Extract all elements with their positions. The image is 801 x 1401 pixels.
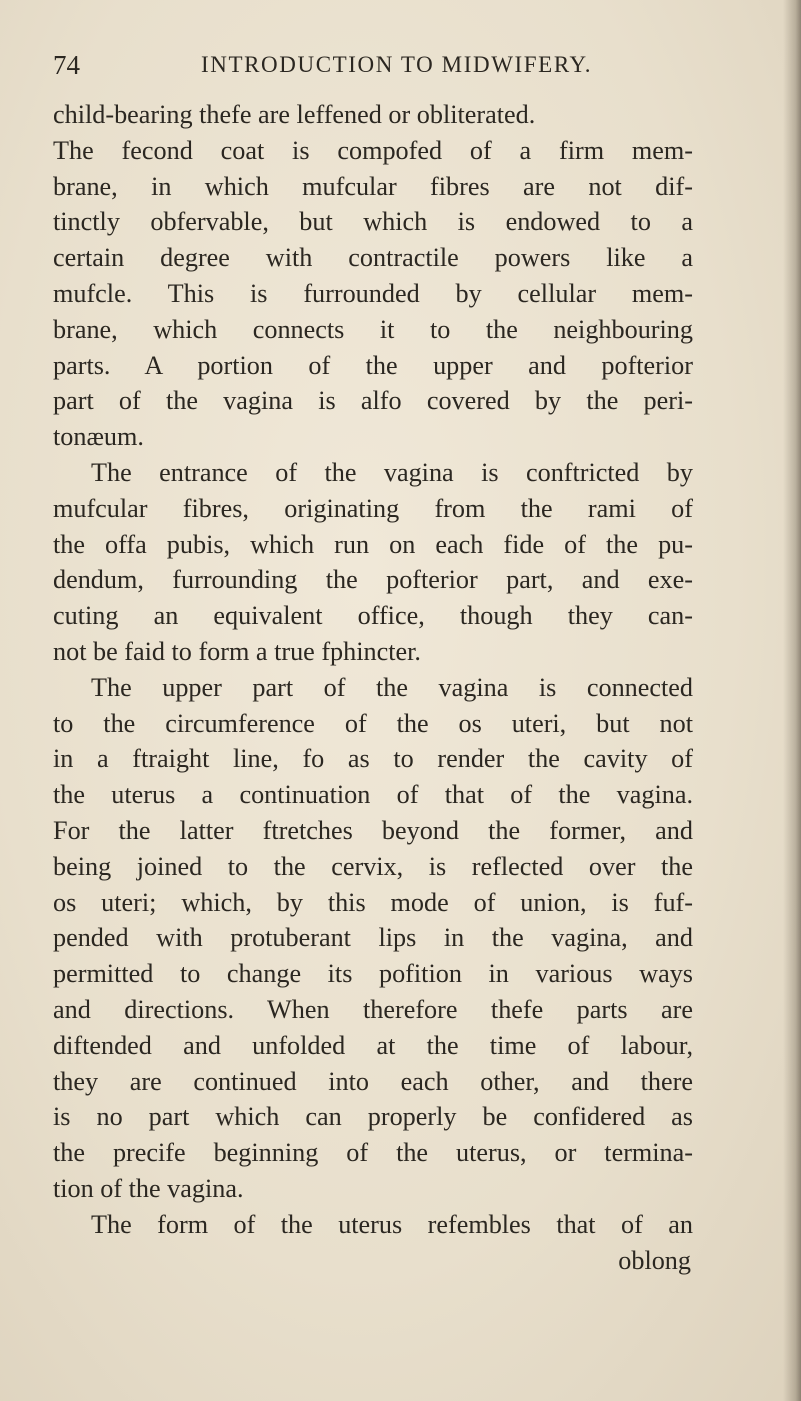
text-line: is no part which can properly be confidered as	[53, 1102, 693, 1132]
text-line: in a ftraight line, fo as to render the cavity of	[53, 744, 693, 774]
text-line: The entrance of the vagina is conftricted by	[91, 457, 693, 487]
text-line: brane, which connects it to the neighbouring	[53, 314, 693, 344]
text-line: os uteri; which, by this mode of union, is fuf-	[53, 887, 693, 917]
text-line: diftended and unfolded at the time of labour,	[53, 1030, 693, 1060]
text-line: For the latter ftretches beyond the former, and	[53, 815, 693, 845]
text-line: being joined to the cervix, is reflected over the	[53, 851, 693, 881]
text-line: and directions. When therefore thefe parts are	[53, 994, 693, 1024]
text-line: certain degree with contractile powers like a	[53, 243, 693, 273]
text-line: tion of the vagina.	[53, 1173, 244, 1203]
text-line: brane, in which mufcular fibres are not dif-	[53, 171, 693, 201]
text-line: dendum, furrounding the pofterior part, and exe-	[53, 565, 693, 595]
text-line: The fecond coat is compofed of a firm mem-	[53, 135, 693, 165]
text-line: The form of the uterus refembles that of an	[91, 1209, 693, 1239]
text-line: part of the vagina is alfo covered by the peri-	[53, 386, 693, 416]
text-line: the offa pubis, which run on each fide of the pu-	[53, 529, 693, 559]
page-edge-shadow	[783, 0, 801, 1401]
text-line: The upper part of the vagina is connected	[91, 672, 693, 702]
text-line: the uterus a continuation of that of the vagina.	[53, 780, 693, 810]
text-line: tonæum.	[53, 422, 144, 452]
text-line: permitted to change its pofition in various ways	[53, 959, 693, 989]
body-text	[53, 97, 693, 1278]
text-line: not be faid to form a true fphincter.	[53, 636, 421, 666]
text-line: the precife beginning of the uterus, or termina-	[53, 1138, 693, 1168]
text-line: mufcular fibres, originating from the rami of	[53, 493, 693, 523]
text-line: tinctly obfervable, but which is endowed to a	[53, 207, 693, 237]
text-line: parts. A portion of the upper and pofterior	[53, 350, 693, 380]
text-line: child-bearing thefe are leffened or obliterated.	[53, 100, 536, 129]
catchword: oblong	[618, 1245, 691, 1275]
text-line: pended with protuberant lips in the vagina, and	[53, 923, 693, 953]
page-header	[53, 50, 693, 90]
text-line: cuting an equivalent office, though they can-	[53, 601, 693, 631]
running-head: INTRODUCTION TO MIDWIFERY.	[201, 52, 593, 77]
text-line: they are continued into each other, and there	[53, 1066, 693, 1096]
text-line: to the circumference of the os uteri, but not	[53, 708, 693, 738]
text-line: mufcle. This is furrounded by cellular mem-	[53, 278, 693, 308]
page-number: 74	[53, 50, 80, 80]
